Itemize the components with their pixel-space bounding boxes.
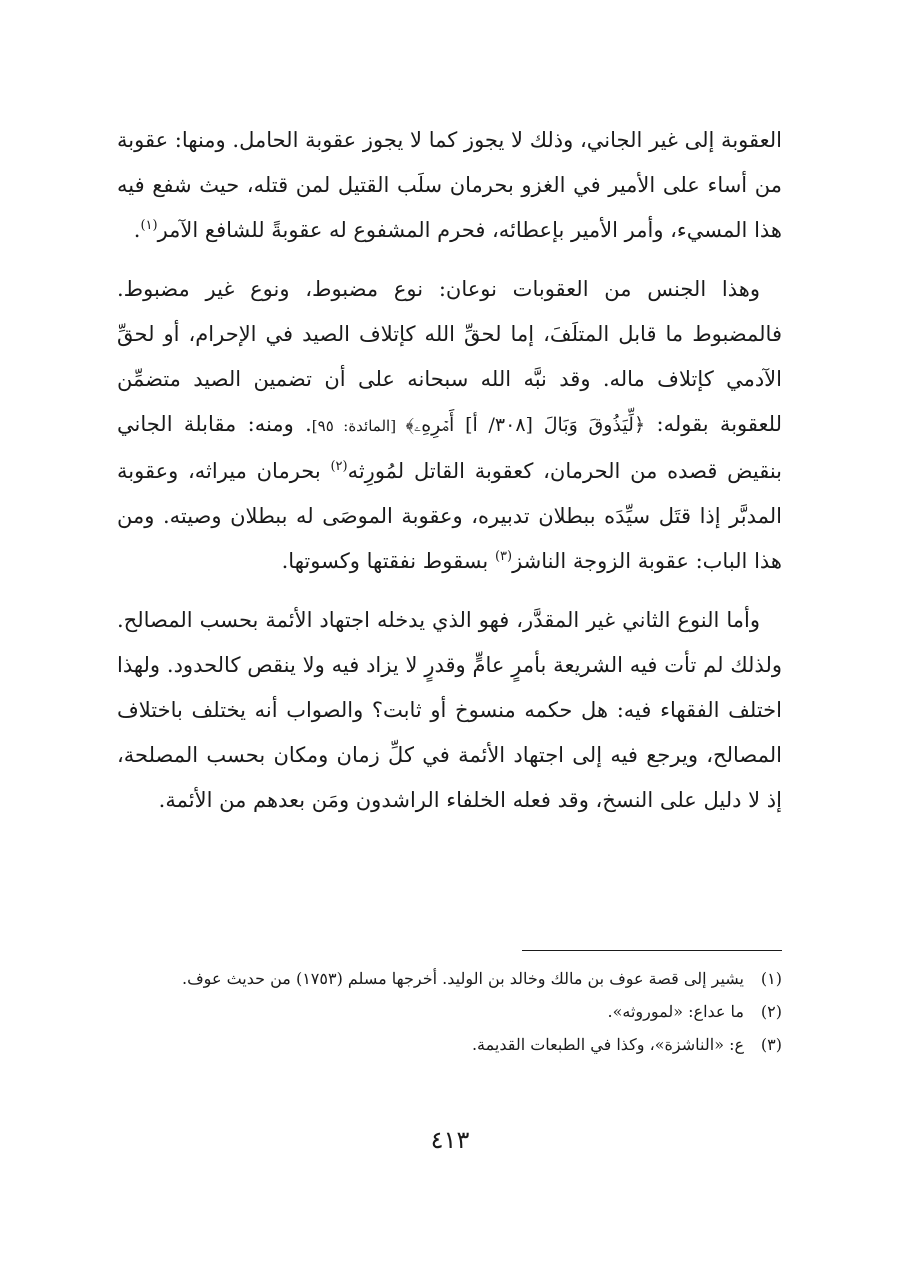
footnote-1 [117,962,782,995]
paragraph-1-end: . [133,218,141,242]
quran-verse: ﴿لِّيَذُوقَ وَبَالَ [٣٠٨/ أ] أَمۡرِهِۦ﴾ [405,414,646,436]
footnote-ref-2[interactable]: (٢) [330,459,348,474]
footnote-number: (٣) [760,1035,782,1054]
footnote-text: ما عداع: «لموروثه». [607,1002,744,1021]
paragraph-2-text-c: بحرمان ميراثه، وعقوبة المدبَّر إذا قتَل سيِّدَه ببطلان تدبيره، وعقوبة الموصَى له ببطلان وصيته. ومن هذا الباب: عقوبة الزوجة الناشز [117,459,782,573]
footnote-text: يشير إلى قصة عوف بن مالك وخالد بن الوليد. أخرجها مسلم (١٧٥٣) من حديث عوف. [182,969,744,988]
paragraph-1-text: العقوبة إلى غير الجاني، وذلك لا يجوز كما لا يجوز عقوبة الحامل. ومنها: عقوبة من أساء على الأمير في الغزو بحرمان سلَب القتيل لمن قتله، حيث شفع فيه هذا المسيء، وأمر الأمير بإعطائه، فحرم المشفوع له عقوبةً للشافع الآمر [117,128,782,242]
footnote-text: ع: «الناشزة»، وكذا في الطبعات القديمة. [471,1035,744,1054]
paragraph-2 [117,267,782,584]
paragraph-1 [117,118,782,253]
paragraph-2-text-d: بسقوط نفقتها وكسوتها. [281,549,495,573]
paragraph-2-text-b: . ومنه: مقابلة الجاني بنقيض قصده من الحرمان، كعقوبة القاتل لمُورِثه [117,412,782,483]
footnote-number: (١) [760,969,782,988]
footnote-ref-3[interactable]: (٣) [494,549,513,564]
footnote-ref-1[interactable]: (١) [140,218,158,233]
footnotes [117,962,782,1061]
main-text [117,118,782,837]
page-number: ٤١٣ [430,1126,470,1154]
footnote-2 [117,995,782,1028]
paragraph-3: وأما النوع الثاني غير المقدَّر، فهو الذي يدخله اجتهاد الأئمة بحسب المصالح. ولذلك لم تأت فيه الشريعة بأمرٍ عامٍّ وقدرٍ لا يزاد فيه ولا ينقص كالحدود. ولهذا اختلف الفقهاء فيه: هل حكمه منسوخ أو ثابت؟ والصواب أنه يختلف باختلاف المصالح، ويرجع فيه إلى اجتهاد الأئمة في كلِّ زمان ومكان بحسب المصلحة، إذ لا دليل على النسخ، وقد فعله الخلفاء الراشدون ومَن بعدهم من الأئمة. [117,608,782,812]
footnote-number: (٢) [760,1002,782,1021]
footnote-3 [117,1028,782,1061]
footnote-separator [522,950,782,951]
paragraph-2-text-a: وهذا الجنس من العقوبات نوعان: نوع مضبوط، ونوع غير مضبوط. فالمضبوط ما قابل المتلَفَ، إما لحقِّ الله كإتلاف الصيد في الإحرام، أو لحقِّ الآدمي كإتلاف ماله. وقد نبَّه الله سبحانه على أن تضمين الصيد متضمِّن للعقوبة بقوله: [117,277,782,436]
verse-reference: [المائدة: ٩٥] [311,417,406,435]
